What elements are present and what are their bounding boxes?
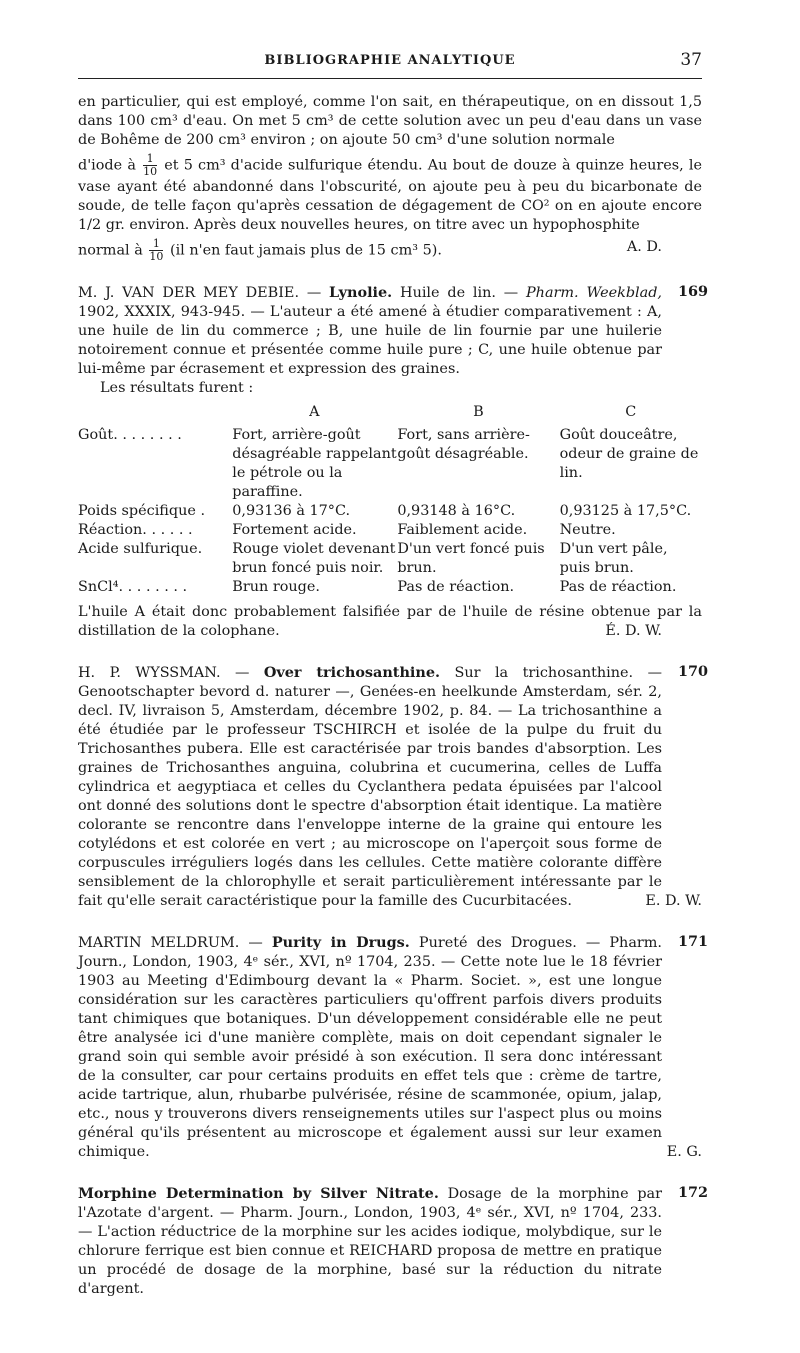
iode-prefix: d'iode à — [78, 157, 136, 174]
fraction-2-numerator: 1 — [149, 238, 163, 251]
table-cell: Goût douceâtre, odeur de graine de lin. — [559, 427, 699, 481]
table-cell: Fortement acide. — [232, 522, 357, 538]
results-intro: Les résultats furent : — [100, 380, 254, 396]
entry-169 — [78, 283, 708, 641]
table-row — [78, 502, 702, 521]
results-table — [78, 402, 702, 597]
intro-paragraph — [78, 93, 702, 263]
normal-prefix: normal à — [78, 242, 143, 259]
table-header-cell: C — [625, 404, 637, 420]
table-cell: Poids spécifique . — [78, 503, 206, 519]
intro-signature: A. D. — [626, 239, 662, 255]
entry-170 — [78, 663, 708, 911]
entry-body: H. P. WYSSMAN. — Over trichosanthine. Sur la trichosanthine. — Genootschapter bevord d. naturer —, Genées-en heelkunde Amsterdam, sér. 2, decl. IV, livraison 5, Amsterdam, décembre 1902, p. 84. — La trichosanthine a été étudiée par le professeur TSCHIRCH et isolée de la pulpe du fruit du Trichosanthes pubera. Elle est caractérisée par trois bandes d'absorption. Les graines de Trichosanthes anguina, colubrina et cucumerina, celles de Luffa cylindrica et aegyptiaca et celles du Cyclanthera pedata épuisées par l'alcool ont donné des solutions dont le spectre d'absorption était identique. La matière colorante se rencontre dans l'enveloppe interne de la graine qui entoure les cotylédons et est colorée en vert ; au microscope on l'aperçoit sous forme de corpuscules irréguliers logés dans les cellules. Cette matière colorante diffère sensiblement de la chlorophylle et serait particulièrement intéressante par le fait qu'elle serait caractéristique pour la famille des Cucurbitacées. E. D. W. — [78, 664, 702, 909]
entry-author: H. P. WYSSMAN. — [78, 665, 221, 681]
page-number: 37 — [680, 50, 702, 70]
running-header — [78, 50, 702, 74]
table-row — [78, 521, 702, 540]
entry-source: Pharm. Weekblad, — [526, 285, 662, 301]
table-row — [78, 578, 702, 597]
entry-text: L'auteur a été amené à étudier comparativement : A, une huile de lin du commerce ; B, une huile de lin fournie par une huilerie notoirement connue et présentée comme huile pure ; C, une huile obtenue par lui-même par écrasement et expression des graines. — [78, 304, 662, 377]
entry-signature: E. G. — [666, 1144, 702, 1160]
table-header-cell: A — [309, 404, 320, 420]
entry-body: M. J. VAN DER MEY DEBIE. — Lynolie. Huile de lin. — Pharm. Weekblad, 1902, XXXIX, 943-945. — L'auteur a été amené à étudier comparativement : A, une huile de lin du commerce ; B, une huile de lin fournie par une huilerie notoirement connue et présentée comme huile pure ; C, une huile obtenue par lui-même par écrasement et expression des graines. — [78, 284, 662, 377]
entry-signature: É. D. W. — [605, 623, 662, 639]
table-cell: Neutre. — [559, 522, 616, 538]
entry-text: Pureté des Drogues. — Pharm. Journ., London, 1903, 4ᵉ sér., XVI, nº 1704, 235. — Cette note lue le 18 février 1903 au Meeting d'Edimbourg devant la « Pharm. Societ. », est une longue considération sur les caractères particuliers qu'offrent parfois divers produits tant chimiques que botaniques. D'un développement considérable elle ne peut être analysée ici d'une manière complète, mais on doit cependant signaler le grand soin qui semble avoir présidé à son exécution. Il sera donc intéressant de la consulter, car pour certains produits en effet tels que : crème de tartre, acide tartrique, alun, rhubarbe pulvérisée, résine de scammonée, opium, jalap, etc., nous y trouverons divers renseignements utiles sur l'aspect plus ou moins général qu'ils présentent au microscope et également aussi sur leur examen chimique. — [78, 935, 662, 1160]
table-cell: 0,93148 à 16°C. — [397, 503, 516, 519]
entry-171 — [78, 933, 708, 1162]
table-cell: D'un vert pâle, puis brun. — [559, 541, 668, 576]
entry-author: M. J. VAN DER MEY DEBIE. — [78, 285, 300, 301]
entry-number: 172 — [677, 1184, 708, 1201]
table-cell: D'un vert foncé puis brun. — [397, 541, 545, 576]
entry-text: Dosage de la morphine par l'Azotate d'argent. — Pharm. Journ., London, 1903, 4ᵉ sér., XVI, nº 1704, 233. — L'action réductrice de la morphine sur les acides iodique, molybdique, sur le chlorure ferrique est bien connue et REICHARD proposa de mettre en pratique un procédé de dosage de la morphine, basé sur la réduction du nitrate d'argent. — [78, 1186, 662, 1297]
table-cell: Fort, arrière-goût désagréable rappelant le pétrole ou la paraffine. — [232, 427, 397, 500]
table-cell: 0,93125 à 17,5°C. — [559, 503, 692, 519]
entry-172 — [78, 1184, 708, 1299]
document-page — [78, 50, 708, 1299]
entry-reference: 1902, XXXIX, 943-945. — [78, 304, 246, 320]
table-row — [78, 426, 702, 502]
normal-suffix: (il n'en faut jamais plus de 15 cm³ 5). — [169, 242, 442, 259]
entry-number: 171 — [677, 933, 708, 950]
entry-title: Lynolie. — [329, 284, 393, 301]
entry-author: MARTIN MELDRUM. — [78, 935, 240, 951]
table-cell: Fort, sans arrière-goût désagréable. — [397, 427, 530, 462]
table-row — [78, 540, 702, 578]
entry-number: 169 — [677, 283, 708, 300]
table-cell: Faiblement acide. — [397, 522, 528, 538]
table-cell: Acide sulfurique. — [78, 541, 203, 557]
intro-text-1: en particulier, qui est employé, comme l'on sait, en thérapeutique, on en dissout 1,5 dans 100 cm³ d'eau. On met 5 cm³ de cette solution avec un peu d'eau dans un vase de Bohême de 200 cm³ environ ; on ajoute 50 cm³ d'une solution normale — [78, 94, 702, 148]
table-header-cell — [78, 402, 226, 426]
table-header-row — [78, 402, 702, 426]
fraction — [143, 153, 157, 178]
table-cell: Pas de réaction. — [559, 579, 677, 595]
table-header-cell: B — [473, 404, 484, 420]
header-title: BIBLIOGRAPHIE ANALYTIQUE — [264, 53, 516, 68]
entry-title: Purity in Drugs. — [271, 934, 410, 951]
entry-text: Sur la trichosanthine. — Genootschapter bevord d. naturer —, Genées-en heelkunde Amsterdam, sér. 2, decl. IV, livraison 5, Amsterdam, décembre 1902, p. 84. — La trichosanthine a été étudiée par le professeur TSCHIRCH et isolée de la pulpe du fruit du Trichosanthes pubera. Elle est caractérisée par trois bandes d'absorption. Les graines de Trichosanthes anguina, colubrina et cucumerina, celles de Luffa cylindrica et aegyptiaca et celles du Cyclanthera pedata épuisées par l'alcool ont donné des solutions dont le spectre d'absorption était identique. La matière colorante se rencontre dans l'enveloppe interne de la graine qui entoure les cotylédons et est colorée en vert ; au microscope on l'aperçoit sous forme de corpuscules irréguliers logés dans les cellules. Cette matière colorante diffère sensiblement de la chlorophylle et serait particulièrement intéressante par le fait qu'elle serait caractéristique pour la famille des Cucurbitacées. — [78, 665, 662, 909]
intro-text-3 — [78, 238, 702, 263]
table-cell: Réaction. . . . . . — [78, 522, 193, 538]
table-cell: Brun rouge. — [232, 579, 320, 595]
table-cell: Rouge violet devenant brun foncé puis noir. — [232, 541, 396, 576]
entry-subtitle: Huile de lin. — [400, 285, 496, 301]
table-cell: SnCl⁴. . . . . . . . — [78, 579, 188, 595]
entry-number: 170 — [677, 663, 708, 680]
entry-body — [78, 1184, 702, 1299]
table-cell: 0,93136 à 17°C. — [232, 503, 351, 519]
entry-title: Over trichosanthine. — [263, 664, 441, 681]
fraction-2-denominator: 10 — [149, 250, 164, 263]
fraction-denominator: 10 — [143, 165, 158, 178]
entry-signature: E. D. W. — [645, 893, 702, 909]
entry-body: MARTIN MELDRUM. — Purity in Drugs. Pureté des Drogues. — Pharm. Journ., London, 1903, 4ᵉ sér., XVI, nº 1704, 235. — Cette note lue le 18 février 1903 au Meeting d'Edimbourg devant la « Pharm. Societ. », est une longue considération sur les caractères particuliers qu'offrent parfois divers produits tant chimiques que botaniques. D'un développement considérable elle ne peut être analysée ici d'une manière complète, mais on doit cependant signaler le grand soin qui semble avoir présidé à son exécution. Il sera donc intéressant de la consulter, car pour certains produits en effet tels que : crème de tartre, acide tartrique, alun, rhubarbe pulvérisée, résine de scammonée, opium, jalap, etc., nous y trouverons divers renseignements utiles sur l'aspect plus ou moins général qu'ils présentent au microscope et également aussi sur leur examen chimique. E. G. — [78, 934, 702, 1160]
fraction-numerator: 1 — [143, 153, 157, 166]
table-cell: Goût. . . . . . . . — [78, 427, 182, 443]
entry-conclusion — [78, 603, 702, 641]
entry-title: Morphine Determination by Silver Nitrate. — [78, 1185, 439, 1202]
iode-suffix: et 5 cm³ d'acide sulfurique étendu. Au bout de douze à quinze heures, le vase ayant été abandonné dans l'obscurité, on ajoute peu à peu du bicarbonate de soude, de telle façon qu'après cessation de dégagement de CO² on en ajoute encore 1/2 gr. environ. Après deux nouvelles heures, on titre avec un hypophosphite — [78, 157, 702, 233]
intro-text-2 — [78, 153, 702, 235]
header-rule — [78, 78, 702, 79]
table-cell: Pas de réaction. — [397, 579, 515, 595]
fraction-2 — [149, 238, 163, 263]
conclusion-text: L'huile A était donc probablement falsifiée par de l'huile de résine obtenue par la distillation de la colophane. — [78, 604, 702, 639]
